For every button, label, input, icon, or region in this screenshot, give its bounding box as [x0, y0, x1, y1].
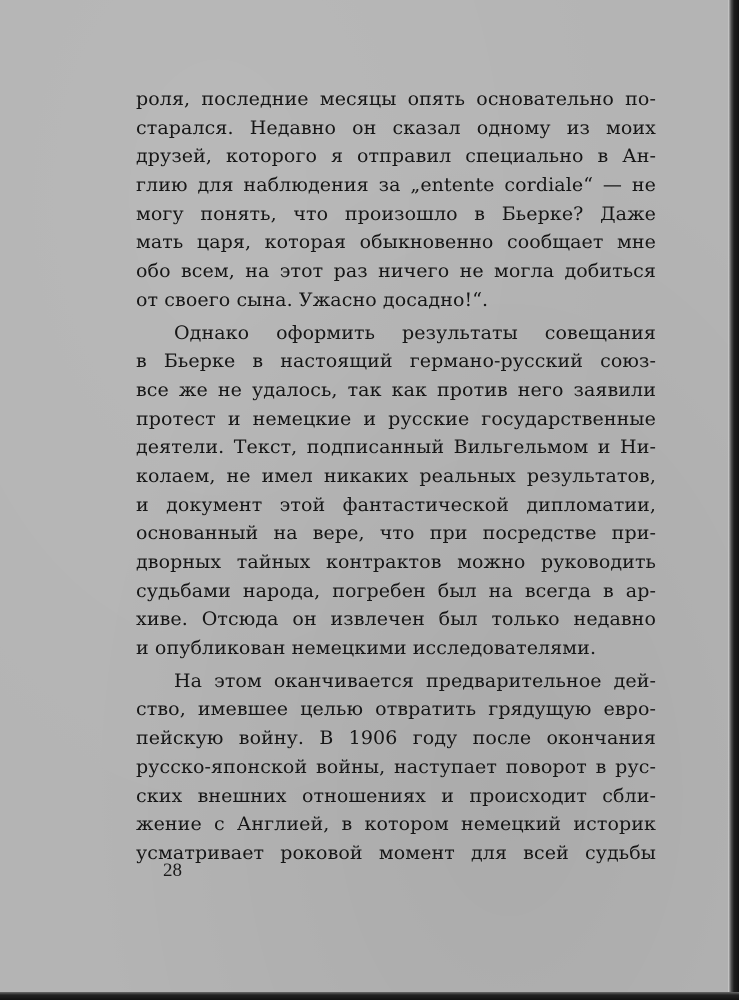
text-line: судьбами народа, погребен был на всегда в ар- [136, 579, 656, 602]
page-number: 28 [163, 860, 182, 881]
text-line: дворных тайных контрактов можно руководить [136, 551, 656, 573]
text-line: основанный на вере, что при посредстве при- [136, 522, 656, 545]
page-edge-bottom [0, 992, 739, 1000]
body-text [136, 85, 656, 868]
text-line: роля, последние месяцы опять основательно по- [136, 88, 656, 110]
text-line: и документ этой фантастической дипломатии, [136, 493, 656, 516]
text-line: ских внешних отношениях и происходит сбли- [136, 784, 656, 807]
text-line: глию для наблюдения за „entente cordiale“ — не [136, 174, 656, 197]
text-line: усматривает роковой момент для всей судьбы [136, 841, 656, 864]
text-line: старался. Недавно он сказал одному из моих [136, 116, 656, 139]
paragraph-1 [136, 85, 656, 315]
text-line: и опубликован немецкими исследователями. [136, 637, 597, 660]
paragraph-3 [136, 667, 656, 868]
text-line: На этом оканчивается предварительное дей- [174, 669, 656, 692]
text-line: могу понять, что произошло в Бьерке? Даже [136, 202, 656, 225]
text-line: пейскую войну. В 1906 году после окончания [136, 727, 656, 750]
text-line: колаем, не имел никаких реальных результатов, [136, 464, 656, 487]
text-line: мать царя, которая обыкновенно сообщает мне [136, 231, 656, 254]
text-line: жение с Англией, в котором немецкий историк [136, 813, 656, 836]
text-line: русско-японской войны, наступает поворот в рус- [136, 755, 656, 778]
text-line: ство, имевшее целью отвратить грядущую евро- [136, 698, 656, 721]
text-line: все же не удалось, так как против него заявили [136, 378, 656, 401]
text-line: деятели. Текст, подписанный Вильгельмом и Ни- [136, 436, 656, 459]
text-line: в Бьерке в настоящий германо-русский союз- [136, 350, 656, 373]
text-line: друзей, которого я отправил специально в Ан- [136, 145, 656, 168]
text-line: обо всем, на этот раз ничего не могла добиться [136, 260, 656, 283]
text-line: протест и немецкие и русские государственные [136, 407, 656, 430]
paragraph-2 [136, 319, 656, 663]
text-line: хиве. Отсюда он извлечен был только недавно [136, 608, 656, 631]
text-line: Однако оформить результаты совещания [174, 321, 656, 344]
page-edge-right [728, 0, 739, 1000]
text-line: от своего сына. Ужасно досадно!“. [136, 288, 489, 311]
